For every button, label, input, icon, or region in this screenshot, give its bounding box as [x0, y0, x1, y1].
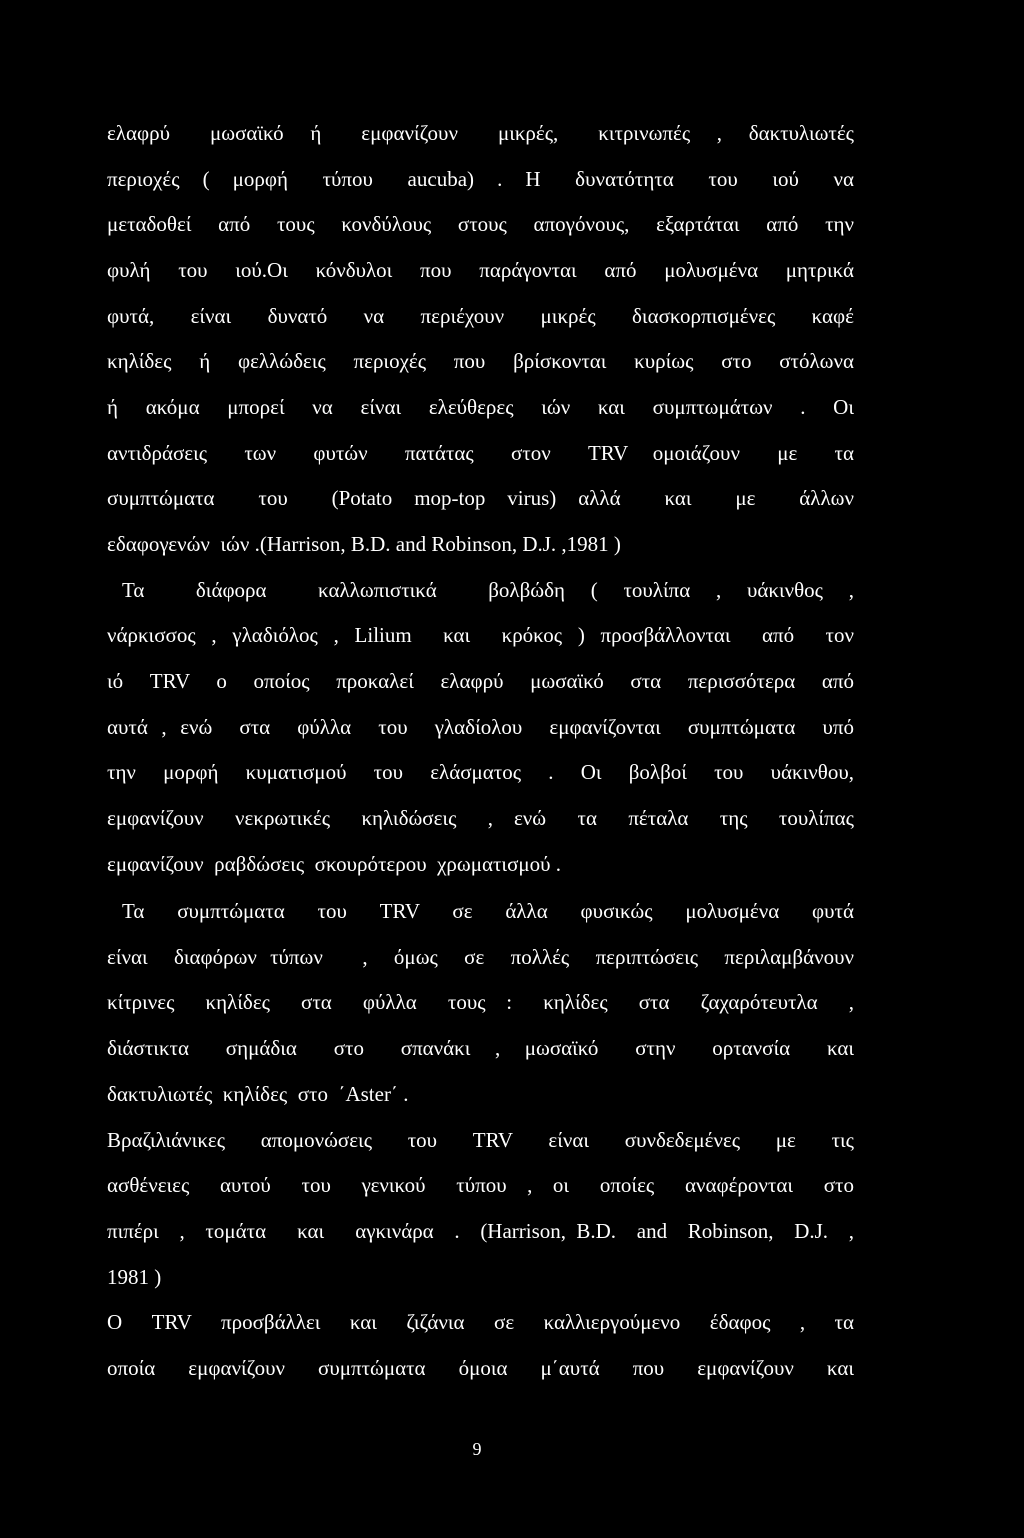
- text-line: ασθένειες αυτού του γενικού τύπου , οι οποίες αναφέρονται στο: [107, 1173, 854, 1197]
- text-line: Τα διάφορα καλλωπιστικά βολβώδη ( τουλίπα , υάκινθος ,: [122, 578, 854, 602]
- text-line: αυτά , ενώ στα φύλλα του γλαδίολου εμφανίζονται συμπτώματα υπό: [107, 715, 854, 739]
- text-line: 1981 ): [107, 1265, 162, 1289]
- text-line: περιοχές ( μορφή τύπου aucuba) . Η δυνατότητα του ιού να: [107, 167, 854, 191]
- text-line: ή ακόμα μπορεί να είναι ελεύθερες ιών και συμπτωμάτων . Οι: [107, 395, 854, 419]
- text-line: μεταδοθεί από τους κονδύλους στους απογόνους, εξαρτάται από την: [107, 212, 854, 236]
- text-line: αντιδράσεις των φυτών πατάτας στον TRV ομοιάζουν με τα: [107, 441, 854, 465]
- text-line: οποία εμφανίζουν συμπτώματα όμοια μ΄αυτά που εμφανίζουν και: [107, 1356, 854, 1380]
- text-line: συμπτώματα του (Potato mop-top virus) αλλά και με άλλων: [107, 486, 854, 510]
- text-line: εδαφογενών ιών .(Harrison, B.D. and Robinson, D.J. ,1981 ): [107, 532, 621, 556]
- text-line: Τα συμπτώματα του TRV σε άλλα φυσικώς μολυσμένα φυτά: [122, 899, 854, 923]
- text-line: διάστικτα σημάδια στο σπανάκι , μωσαϊκό στην ορτανσία και: [107, 1036, 854, 1060]
- page-number: 9: [472, 1439, 482, 1459]
- text-line: Βραζιλιάνικες απομονώσεις του TRV είναι συνδεδεμένες με τις: [107, 1128, 854, 1152]
- text-line: κίτρινες κηλίδες στα φύλλα τους : κηλίδες στα ζαχαρότευτλα ,: [107, 990, 854, 1014]
- text-line: νάρκισσος , γλαδιόλος , Lilium και κρόκος ) προσβάλλονται από τον: [107, 623, 854, 647]
- text-line: ελαφρύ μωσαϊκό ή εμφανίζουν μικρές, κιτρινωπές , δακτυλιωτές: [107, 121, 854, 145]
- text-line: ιό TRV ο οποίος προκαλεί ελαφρύ μωσαϊκό στα περισσότερα από: [107, 669, 854, 693]
- text-line: Ο TRV προσβάλλει και ζιζάνια σε καλλιεργούμενο έδαφος , τα: [107, 1310, 854, 1334]
- text-line: την μορφή κυματισμού του ελάσματος . Οι βολβοί του υάκινθου,: [107, 760, 854, 784]
- text-line: είναι διαφόρων τύπων , όμως σε πολλές περιπτώσεις περιλαμβάνουν: [107, 945, 854, 969]
- text-line: δακτυλιωτές κηλίδες στο ΄Aster΄ .: [107, 1082, 409, 1106]
- text-line: κηλίδες ή φελλώδεις περιοχές που βρίσκονται κυρίως στο στόλωνα: [107, 349, 854, 373]
- text-line: εμφανίζουν νεκρωτικές κηλιδώσεις , ενώ τα πέταλα της τουλίπας: [107, 806, 854, 830]
- text-line: πιπέρι , τομάτα και αγκινάρα . (Harrison, B.D. and Robinson, D.J. ,: [107, 1219, 854, 1243]
- text-line: εμφανίζουν ραβδώσεις σκουρότερου χρωματισμού .: [107, 852, 562, 876]
- text-line: φυτά, είναι δυνατό να περιέχουν μικρές διασκορπισμένες καφέ: [107, 304, 854, 328]
- text-line: φυλή του ιού.Οι κόνδυλοι που παράγονται από μολυσμένα μητρικά: [107, 258, 854, 282]
